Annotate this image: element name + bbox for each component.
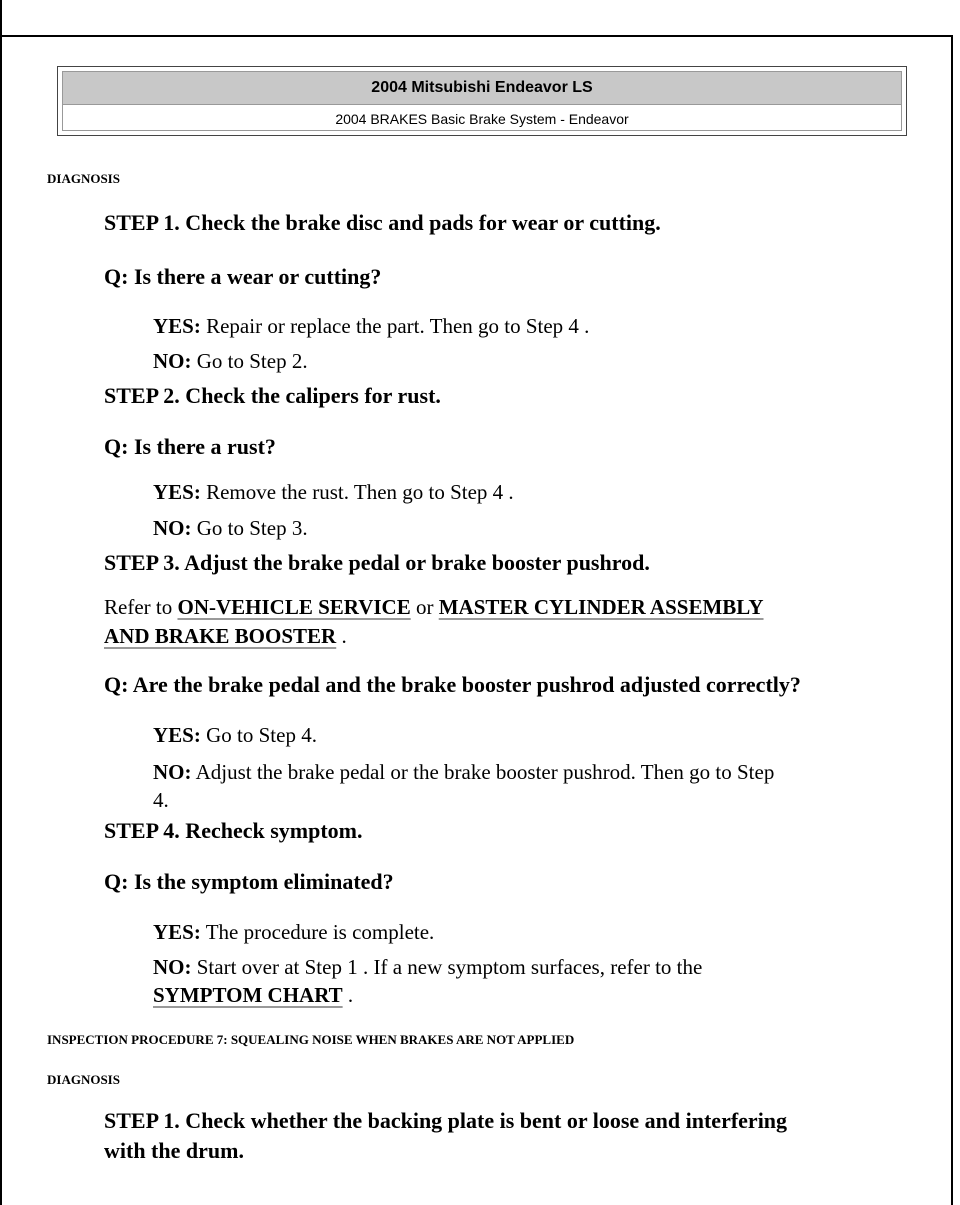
no-label: NO: [153,760,192,784]
link-symptom-chart[interactable]: SYMPTOM CHART [153,983,343,1007]
step2-heading: STEP 2. Check the calipers for rust. [104,383,441,408]
diagnosis-label-2: DIAGNOSIS [47,1072,120,1087]
question-2: Q: Is there a rust? [104,434,276,459]
s2-step1-line1: STEP 1. Check whether the backing plate is bent or loose and interfering [104,1108,788,1133]
yes-label: YES: [153,920,201,944]
yes-text: The procedure is complete. [200,920,435,944]
refer-line-2 [104,624,347,649]
yes-label: YES: [153,723,201,747]
no-text: Start over at Step 1 . If a new symptom surfaces, refer to the [191,955,703,979]
yes-text: Remove the rust. Then go to Step 4 . [200,480,514,504]
diagnosis-label: DIAGNOSIS [47,171,120,186]
page-border-right [951,35,953,1205]
q4-no-answer [153,955,702,980]
q4-yes-answer [153,920,434,945]
no-text: Adjust the brake pedal or the brake booster pushrod. Then go to Step [191,760,775,784]
header-inner [62,71,902,131]
header-title: 2004 Mitsubishi Endeavor LS [63,72,901,105]
yes-text: Go to Step 4. [200,723,317,747]
link-on-vehicle-service[interactable]: ON-VEHICLE SERVICE [177,595,411,619]
q2-no-answer [153,516,308,541]
symptom-suffix: . [342,983,354,1007]
yes-label: YES: [153,314,201,338]
refer-suffix: . [336,624,347,648]
step4-heading: STEP 4. Recheck symptom. [104,818,363,843]
s2-step1-line2: with the drum. [104,1138,244,1163]
yes-label: YES: [153,480,201,504]
step3-heading: STEP 3. Adjust the brake pedal or brake booster pushrod. [104,550,650,575]
refer-prefix: Refer to [104,595,178,619]
step1-heading: STEP 1. Check the brake disc and pads for wear or cutting. [104,210,661,235]
question-4: Q: Is the symptom eliminated? [104,869,394,894]
no-text: Go to Step 2. [191,349,308,373]
q4-no-answer-cont [153,983,353,1008]
q2-yes-answer [153,480,514,505]
yes-text: Repair or replace the part. Then go to Step 4 . [200,314,590,338]
document-header [57,66,907,136]
no-text: Go to Step 3. [191,516,308,540]
no-label: NO: [153,516,192,540]
link-master-cylinder-line1[interactable]: MASTER CYLINDER ASSEMBLY [438,595,764,619]
q3-yes-answer [153,723,317,748]
q1-yes-answer [153,314,589,339]
q3-no-answer [153,760,774,785]
refer-line-1 [104,595,764,620]
page-border-left [0,0,2,1205]
page-border-top [0,35,953,37]
q1-no-answer [153,349,308,374]
q3-no-answer-cont: 4. [153,788,169,812]
question-3: Q: Are the brake pedal and the brake booster pushrod adjusted correctly? [104,672,801,697]
refer-or: or [410,595,439,619]
link-master-cylinder-line2[interactable]: AND BRAKE BOOSTER [104,624,337,648]
no-label: NO: [153,955,192,979]
no-label: NO: [153,349,192,373]
question-1: Q: Is there a wear or cutting? [104,264,382,289]
header-subtitle: 2004 BRAKES Basic Brake System - Endeavor [335,111,629,127]
inspection-procedure-7-heading: INSPECTION PROCEDURE 7: SQUEALING NOISE WHEN BRAKES ARE NOT APPLIED [47,1032,575,1047]
